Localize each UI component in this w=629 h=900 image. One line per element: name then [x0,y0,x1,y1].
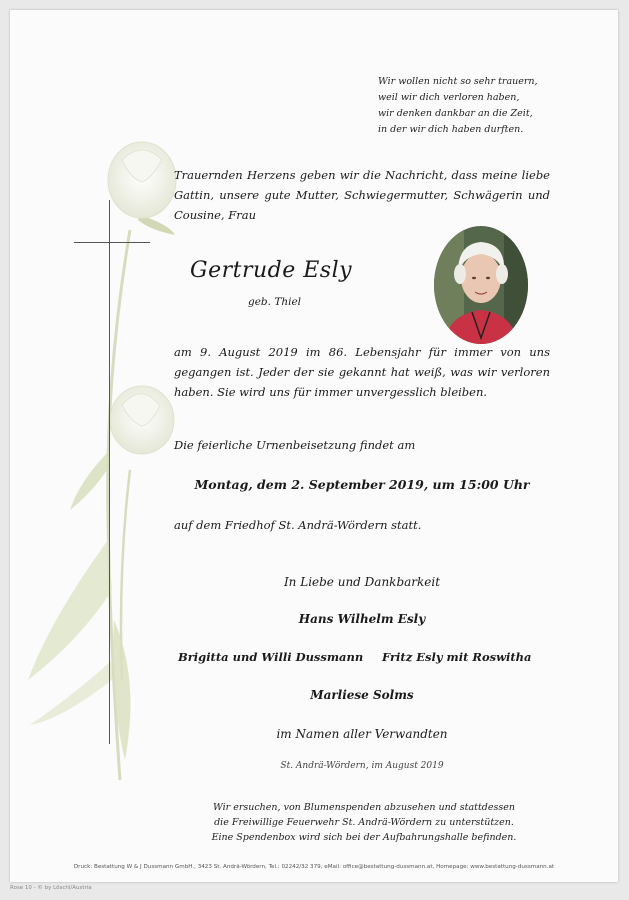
cross-horizontal [74,242,150,243]
printer-credit: Druck: Bestattung W & J Dussmann GmbH., 3423 St. Andrä-Wördern, Tel.: 02242/32 379, eMail: office@bestattung-dussmann.at, Homepage: www.bestattung-dussmann.at [73,864,555,870]
location-date: St. Andrä-Wördern, im August 2019 [280,761,444,771]
ceremony-place: auf dem Friedhof St. Andrä-Wördern statt. [174,518,422,532]
request-line: Eine Spendenbox wird sich bei der Aufbahrungshalle befinden. [211,832,517,843]
ceremony-intro: Die feierliche Urnenbeisetzung findet am [174,438,416,452]
maiden-name: geb. Thiel [248,296,302,308]
intro-text: Trauernden Herzens geben wir die Nachricht, dass meine liebe Gattin, unsere gute Mutter, Schwiegermutter, Schwägerin und Cousine, Frau [174,168,550,222]
death-notice-text: am 9. August 2019 im 86. Lebensjahr für immer von uns gegangen ist. Jeder der sie gekannt hat weiß, was wir verloren haben. Sie wird uns für immer unvergesslich bleiben. [174,345,550,399]
portrait-photo [434,226,528,344]
deceased-name: Gertrude Esly [190,258,353,283]
mourner-name: Hans Wilhelm Esly [298,612,426,626]
mourner-name: Fritz Esly mit Roswitha [382,650,532,664]
ceremony-date: Montag, dem 2. September 2019, um 15:00 Uhr [194,477,530,492]
mourner-name: Marliese Solms [310,688,414,702]
poem [378,74,568,138]
closing-line: In Liebe und Dankbarkeit [283,575,441,589]
poem-line: in der wir dich haben durften. [378,124,524,135]
obituary-page [10,10,618,882]
mourner-name: Brigitta und Willi Dussmann [178,650,364,664]
cross-vertical [109,200,110,744]
white-rose-illustration [10,120,180,800]
request-line: die Freiwillige Feuerwehr St. Andrä-Wördern zu unterstützen. [214,817,514,828]
donation-request [174,800,554,845]
poem-line: weil wir dich verloren haben, [378,92,520,103]
request-line: Wir ersuchen, von Blumenspenden abzusehen und stattdessen [213,802,515,813]
poem-line: Wir wollen nicht so sehr trauern, [378,76,538,87]
image-credit: Rose 10 - © by Löschl/Austria [10,885,92,891]
relatives-line: im Namen aller Verwandten [276,727,448,741]
poem-line: wir denken dankbar an die Zeit, [378,108,533,119]
